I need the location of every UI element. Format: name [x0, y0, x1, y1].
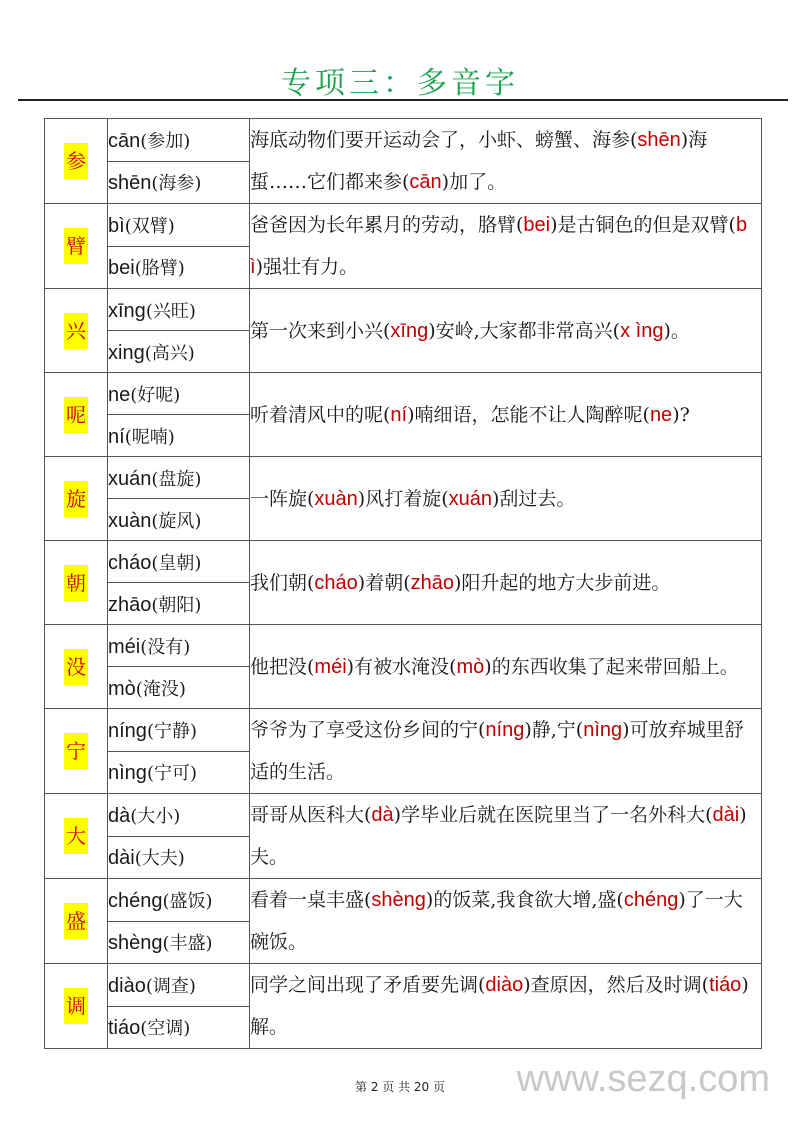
pinyin-annotation: shèng [371, 889, 426, 911]
sentence-text: )风打着旋( [357, 487, 449, 510]
character-cell [45, 964, 108, 1049]
pinyin-annotation: xuán [448, 487, 492, 510]
reading-cell [108, 119, 250, 162]
example-sentence [250, 625, 762, 709]
sentence-text: )。 [663, 319, 690, 342]
pinyin: dài [108, 847, 135, 870]
sentence-text: 他把没( [250, 655, 315, 678]
sentence-text: )了一大碗饭。 [250, 889, 743, 953]
sentence-text: )海蜇……它们都来参( [250, 129, 708, 193]
reading-cell [108, 1006, 250, 1049]
sentence-text: )强壮有力。 [255, 256, 358, 278]
pinyin: mò [108, 677, 136, 700]
reading-cell [108, 709, 250, 752]
example-sentence [250, 373, 762, 457]
sentence-text: )夫。 [250, 804, 747, 868]
reading-cell [108, 836, 250, 879]
example-word: (胳臂) [134, 258, 185, 280]
pinyin-annotation: mò [456, 655, 485, 678]
pinyin-annotation: dà [371, 804, 394, 826]
example-word: (参加) [140, 130, 191, 152]
sentence-text: )阳升起的地方大步前进。 [454, 571, 671, 594]
example-sentence [250, 709, 762, 794]
reading-cell [108, 204, 250, 247]
reading-cell [108, 751, 250, 794]
pinyin-annotation: x ìng [620, 319, 664, 342]
sentence-text: )的东西收集了起来带回船上。 [484, 655, 739, 678]
table-row [45, 541, 762, 583]
reading-cell [108, 794, 250, 837]
pinyin-annotation: chéng [623, 889, 679, 911]
sentence-text: )可放弃城里舒适的生活。 [250, 719, 744, 783]
sentence-text: )查原因，然后及时调( [523, 974, 710, 996]
reading-cell [108, 499, 250, 541]
pinyin-annotation: níng [485, 719, 525, 741]
polyphonic-character: 宁 [64, 733, 88, 769]
pinyin: bì [108, 214, 125, 237]
reading-cell [108, 583, 250, 625]
sentence-text: )加了。 [441, 171, 507, 193]
example-word: (空调) [140, 1018, 191, 1040]
sentence-text: 一阵旋( [250, 487, 315, 510]
sentence-text: )安岭,大家都非常高兴( [428, 319, 621, 342]
sentence-text: 第一次来到小兴( [250, 319, 391, 342]
pinyin-annotation: nìng [583, 719, 623, 741]
polyphonic-character: 调 [64, 988, 88, 1024]
character-cell [45, 373, 108, 457]
pinyin-annotation: méi [314, 655, 347, 678]
example-word: (淹没) [135, 678, 186, 700]
character-cell [45, 879, 108, 964]
pinyin: níng [108, 719, 147, 742]
title-divider [18, 99, 788, 101]
sentence-text: )是古铜色的但是双臂( [550, 214, 736, 236]
sentence-text: 爷爷为了享受这份乡间的宁( [250, 719, 486, 741]
character-cell [45, 204, 108, 289]
sentence-text: )着朝( [357, 571, 411, 594]
example-word: (盘旋) [151, 468, 202, 490]
example-word: (盛饭) [162, 890, 213, 912]
example-word: (海参) [151, 173, 202, 195]
pinyin: chéng [108, 889, 163, 912]
table-row [45, 204, 762, 247]
character-cell [45, 541, 108, 625]
example-word: (皇朝) [151, 552, 202, 574]
pinyin-annotation: ne [649, 403, 673, 426]
pinyin: xuàn [108, 509, 152, 532]
pinyin: dà [108, 804, 131, 827]
example-word: (呢喃) [124, 426, 175, 448]
pinyin: tiáo [108, 1017, 141, 1040]
character-cell [45, 709, 108, 794]
example-sentence [250, 457, 762, 541]
pinyin: bei [108, 257, 135, 280]
pinyin-annotation: cān [409, 171, 442, 193]
pinyin-annotation: xuàn [314, 487, 358, 510]
polyphonic-character: 朝 [64, 565, 88, 601]
table-row [45, 879, 762, 922]
table-row [45, 794, 762, 837]
pinyin: méi [108, 635, 141, 658]
pinyin: cháo [108, 551, 152, 574]
reading-cell [108, 331, 250, 373]
character-cell [45, 119, 108, 204]
pinyin: cān [108, 129, 141, 152]
example-word: (旋风) [151, 510, 202, 532]
reading-cell [108, 667, 250, 709]
sentence-text: )? [672, 403, 690, 426]
example-word: (大小) [130, 805, 181, 827]
example-word: (宁可) [146, 763, 197, 785]
example-sentence [250, 964, 762, 1049]
sentence-text: 看着一桌丰盛( [250, 889, 372, 911]
reading-cell [108, 964, 250, 1007]
polyphonic-character: 大 [64, 818, 88, 854]
sentence-text: )学毕业后就在医院里当了一名外科大( [393, 804, 713, 826]
sentence-text: 海底动物们要开运动会了，小虾、螃蟹、海参( [250, 129, 638, 151]
pinyin: ne [108, 383, 131, 406]
reading-cell [108, 921, 250, 964]
example-word: (丰盛) [162, 933, 213, 955]
polyphonic-character: 盛 [64, 903, 88, 939]
watermark: www.sezq.com [516, 1058, 770, 1100]
example-word: (好呢) [130, 384, 181, 406]
sentence-text: )静,宁( [524, 719, 584, 741]
pinyin-annotation: ní [390, 403, 408, 426]
pinyin-annotation: diào [485, 974, 524, 996]
polyphonic-character: 没 [64, 649, 88, 685]
reading-cell [108, 289, 250, 331]
character-cell [45, 289, 108, 373]
character-cell [45, 625, 108, 709]
reading-cell [108, 161, 250, 204]
polyphone-table [44, 118, 762, 1049]
pinyin-annotation: cháo [314, 571, 358, 594]
table-row [45, 964, 762, 1007]
pinyin: shēn [108, 172, 152, 195]
sentence-text: )刮过去。 [492, 487, 576, 510]
pinyin-annotation: bei [523, 214, 551, 236]
reading-cell [108, 415, 250, 457]
pinyin-annotation: b ì [250, 214, 748, 278]
character-cell [45, 794, 108, 879]
polyphonic-character: 呢 [64, 397, 88, 433]
pinyin-annotation: zhāo [410, 571, 454, 594]
example-word: (朝阳) [151, 594, 202, 616]
table-row [45, 373, 762, 415]
pinyin-annotation: dài [712, 804, 740, 826]
table-row [45, 709, 762, 752]
example-word: (双臂) [124, 215, 175, 237]
sentence-text: 同学之间出现了矛盾要先调( [250, 974, 486, 996]
example-word: (调查) [145, 975, 196, 997]
reading-cell [108, 879, 250, 922]
character-cell [45, 457, 108, 541]
sentence-text: 听着清风中的呢( [250, 403, 391, 426]
example-word: (高兴) [144, 342, 195, 364]
reading-cell [108, 541, 250, 583]
polyphonic-character: 兴 [64, 313, 88, 349]
table-row [45, 119, 762, 162]
example-word: (大夫) [134, 848, 185, 870]
pinyin-annotation: xīng [390, 319, 429, 342]
example-sentence [250, 289, 762, 373]
pinyin-annotation: shēn [637, 129, 681, 151]
pinyin: xīng [108, 299, 146, 322]
sentence-text: 我们朝( [250, 571, 315, 594]
pinyin-annotation: tiáo [709, 974, 742, 996]
page-title: 专项三：多音字 [281, 66, 519, 101]
reading-cell [108, 246, 250, 289]
pinyin: diào [108, 974, 146, 997]
table-row [45, 457, 762, 499]
pinyin: zhāo [108, 593, 152, 616]
example-sentence [250, 879, 762, 964]
sentence-text: )喃细语，怎能不让人陶醉呢( [407, 403, 650, 426]
example-sentence [250, 119, 762, 204]
example-word: (没有) [140, 636, 191, 658]
pinyin: xing [108, 341, 145, 364]
table-row [45, 625, 762, 667]
polyphonic-character: 旋 [64, 481, 88, 517]
table-row [45, 289, 762, 331]
pinyin: ní [108, 425, 125, 448]
reading-cell [108, 373, 250, 415]
sentence-text: )有被水淹没( [346, 655, 457, 678]
example-sentence [250, 794, 762, 879]
polyphonic-character: 臂 [64, 228, 88, 264]
pinyin: shèng [108, 932, 163, 955]
example-sentence [250, 541, 762, 625]
sentence-text: 爸爸因为长年累月的劳动，胳臂( [250, 214, 524, 236]
example-word: (宁静) [146, 720, 197, 742]
reading-cell [108, 457, 250, 499]
polyphonic-character: 参 [64, 143, 88, 179]
pinyin: nìng [108, 762, 147, 785]
pinyin: xuán [108, 467, 152, 490]
page-footer: 第 2 页 共 20 页 [355, 1080, 445, 1094]
reading-cell [108, 625, 250, 667]
sentence-text: 哥哥从医科大( [250, 804, 372, 826]
sentence-text: )解。 [250, 974, 749, 1038]
example-sentence [250, 204, 762, 289]
sentence-text: )的饭菜,我食欲大增,盛( [425, 889, 624, 911]
example-word: (兴旺) [145, 300, 196, 322]
